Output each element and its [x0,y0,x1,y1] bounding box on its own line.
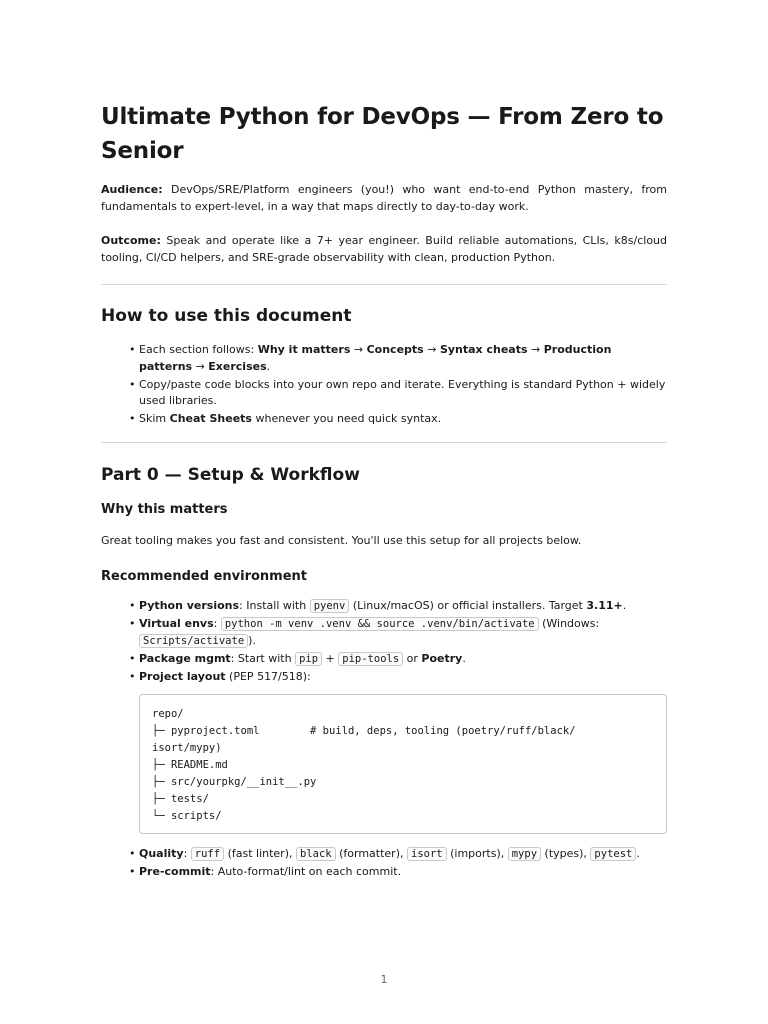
audience-text: DevOps/SRE/Platform engineers (you!) who want end-to-end Python mastery, from fundamentals to expert-level, in a way that maps directly to day-to-day work. [101,183,667,213]
item-bold: Cheat Sheets [169,412,252,425]
item-text: whenever you need quick syntax. [251,412,442,425]
item-text: (Linux/macOS) or official installers. Target [349,599,587,612]
item-text: Skim [139,412,170,425]
item-bold: Concepts [366,343,424,356]
item-text: : [183,847,191,860]
bullet: • [129,865,136,878]
item-text: or [403,651,422,665]
inline-code: ruff [191,847,224,861]
bullet: • [129,847,136,860]
inline-code: pip-tools [338,652,403,666]
code-block-text: repo/ ├─ pyproject.toml # build, deps, tooling (poetry/ruff/black/ isort/mypy) ├─ README.md ├─ src/yourpkg/__init__.py ├─ tests/ └─ scripts/ [152,708,576,822]
list-item [129,598,667,615]
item-bold: Poetry [421,651,463,665]
why-paragraph: Great tooling makes you fast and consistent. You'll use this setup for all projects below. [101,534,582,547]
list-item [129,377,667,410]
env-list [129,598,667,687]
item-text: Copy/paste code blocks into your own repo and iterate. Everything is standard Python + widely used libraries. [139,377,666,407]
item-text: (fast linter), [224,847,296,860]
item-text: . [266,359,271,373]
item-bold: Project layout [139,669,226,683]
section-divider [101,442,667,443]
bullet: • [129,343,136,356]
item-text: + [322,651,339,665]
bullet: • [129,377,136,391]
arrow: → [350,343,367,356]
how-to-list [129,342,667,429]
item-text: . [622,599,627,612]
list-item [129,411,667,428]
item-text: : [213,617,221,630]
inline-code: Scripts/activate [139,634,248,648]
audience-label: Audience: [101,183,163,196]
bullet: • [129,617,136,630]
item-bold: Quality [139,847,184,860]
item-text: ). [248,633,256,647]
outcome-label: Outcome: [101,234,161,247]
bullet: • [129,412,136,425]
inline-code: mypy [508,847,541,861]
item-text: . [636,847,640,860]
why-heading: Why this matters [101,502,228,517]
item-bold: Production patterns [139,343,612,373]
bullet: • [129,651,136,665]
item-text: : Auto-format/lint on each commit. [210,865,402,878]
arrow: → [423,343,440,356]
part0-heading: Part 0 — Setup & Workflow [101,465,360,485]
inline-code: black [296,847,336,861]
audience-paragraph [101,181,667,215]
item-bold: Why it matters [257,343,351,356]
list-item [129,616,667,649]
item-text: . [462,651,466,665]
item-bold: Syntax cheats [439,343,528,356]
item-bold: Virtual envs [139,617,214,630]
env-heading: Recommended environment [101,569,308,584]
inline-code: pytest [590,847,636,861]
inline-code: pip [295,652,322,666]
item-text: Each section follows: [139,343,258,356]
inline-code: python -m venv .venv && source .venv/bin/activate [221,617,539,631]
item-text: (types), [541,847,591,860]
arrow: → [192,359,209,373]
code-block [139,694,667,834]
list-item [129,651,667,668]
list-item [129,342,667,375]
tooling-list [129,846,667,882]
page-number: 1 [380,973,388,986]
bullet: • [129,599,136,612]
item-bold: Python versions [139,599,240,612]
item-bold: Exercises [208,359,267,373]
item-bold: Package mgmt [139,651,231,665]
outcome-text: Speak and operate like a 7+ year engineer. Build reliable automations, CLIs, k8s/cloud tooling, CI/CD helpers, and SRE-grade observability with clean, production Python. [101,234,667,264]
inline-code: isort [407,847,447,861]
list-item [129,846,667,863]
list-item [129,864,667,881]
item-text: (formatter), [335,847,407,860]
section-divider [101,284,667,285]
bullet: • [129,669,136,683]
arrow: → [527,343,544,356]
list-item [129,669,667,686]
item-text: (PEP 517/518): [225,669,311,683]
item-text: (Windows: [538,617,600,630]
inline-code: pyenv [310,599,350,613]
how-to-heading: How to use this document [101,306,352,326]
outcome-paragraph [101,232,667,266]
item-text: : Start with [230,651,296,665]
item-text: : Install with [239,599,310,612]
item-bold: 3.11+ [586,599,623,612]
item-bold: Pre-commit [139,865,211,878]
document-title: Ultimate Python for DevOps — From Zero to Senior [101,104,664,164]
item-text: (imports), [446,847,508,860]
